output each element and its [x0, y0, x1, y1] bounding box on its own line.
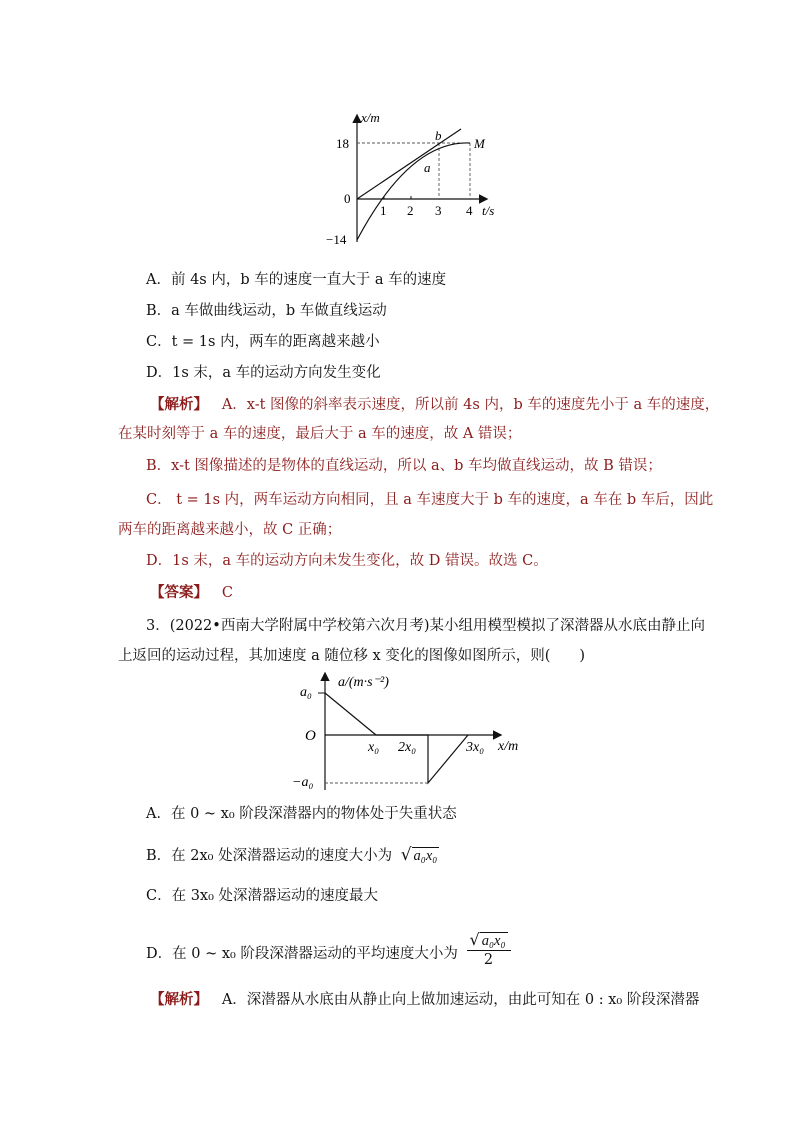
tick-2x0: 2x₀ [398, 740, 417, 755]
q3-analysis-line1: 【解析】 A．深潜器从水底由从静止向上做加速运动，由此可知在 0 : x₀ 阶段深潜器 [150, 991, 700, 1008]
a-x-curve [325, 693, 468, 783]
q2-analysis-line1: 【解析】 A．x-t 图像的斜率表示速度，所以前 4s 内，b 车的速度先小于 a 车的速度， [150, 396, 720, 413]
a-axis-label: a/(m·s⁻²) [338, 675, 389, 690]
q2-option-c: C．t = 1s 内，两车的距离越来越小 [146, 334, 380, 350]
tick-18: 18 [336, 136, 349, 151]
y-axis-label: x/m [361, 110, 380, 125]
q2-option-b: B．a 车做曲线运动，b 车做直线运动 [146, 303, 387, 319]
tick-a0: a₀ [300, 685, 312, 700]
x-axis-label: t/s [482, 203, 495, 218]
a-x-graph [288, 668, 538, 793]
tick-3x0: 3x₀ [466, 740, 485, 755]
label-a: a [424, 160, 431, 175]
q2-analysis-line5: 两车的距离越来越小，故 C 正确； [118, 522, 342, 538]
fraction-d: $\frac{\text{√ a₀x₀}}{2}$ [467, 931, 511, 969]
answer-tag: 【答案】 [150, 584, 208, 601]
q3-option-b: B．在 2x₀ 处深潜器运动的速度大小为 √ a₀x₀ [146, 845, 438, 865]
tick-0: 0 [344, 191, 351, 206]
tick-2: 2 [407, 203, 414, 218]
curve-a [357, 143, 470, 240]
sqrt-formula-b: √ a₀x₀ [400, 845, 438, 865]
q2-option-d: D．1s 末，a 车的运动方向发生变化 [146, 365, 381, 381]
tick-3: 3 [435, 203, 442, 218]
q2-answer [150, 583, 233, 603]
q3-option-a: A．在 0 ~ x₀ 阶段深潜器内的物体处于失重状态 [146, 806, 457, 822]
tick-x0: x₀ [368, 740, 380, 755]
q2-option-a: A．前 4s 内，b 车的速度一直大于 a 车的速度 [146, 272, 447, 288]
tick-1: 1 [380, 203, 387, 218]
x-t-graph [320, 100, 520, 250]
q3-stem-line1: 3．(2022•西南大学附属中学校第六次月考)某小组用模型模拟了深潜器从水底由静止向 [146, 618, 705, 634]
x-axis-label-2: x/m [498, 739, 519, 754]
answer-value: C [221, 585, 233, 601]
q3-stem-line2: 上返回的运动过程，其加速度 a 随位移 x 变化的图像如图所示，则( ) [118, 648, 586, 664]
tick-4: 4 [466, 203, 473, 218]
q3-option-d: D．在 0 ~ x₀ 阶段深潜器运动的平均速度大小为 $\frac{\text{√ a₀x₀}}{2}$ [146, 935, 511, 973]
label-M: M [474, 136, 485, 151]
q2-analysis-line3: B．x-t 图像描述的是物体的直线运动，所以 a、b 车均做直线运动，故 B 错误； [146, 458, 662, 474]
q3-option-c: C．在 3x₀ 处深潜器运动的速度最大 [146, 888, 379, 904]
tick-minus-a0: −a₀ [292, 775, 314, 790]
q2-analysis-line4: C． t = 1s 内，两车运动方向相同，且 a 车速度大于 b 车的速度，a 车在 b 车后，因此 [146, 492, 714, 508]
q2-analysis-line2: 在某时刻等于 a 车的速度，最后大于 a 车的速度，故 A 错误； [118, 426, 522, 442]
analysis-tag: 【解析】 [150, 396, 208, 413]
tick-origin: O [305, 728, 316, 744]
label-b: b [435, 128, 442, 143]
tick-minus14: −14 [326, 232, 347, 247]
line-b [357, 129, 461, 199]
analysis-tag-2: 【解析】 [150, 991, 208, 1008]
q2-analysis-line6: D．1s 末，a 车的运动方向未发生变化，故 D 错误。故选 C。 [146, 553, 548, 569]
